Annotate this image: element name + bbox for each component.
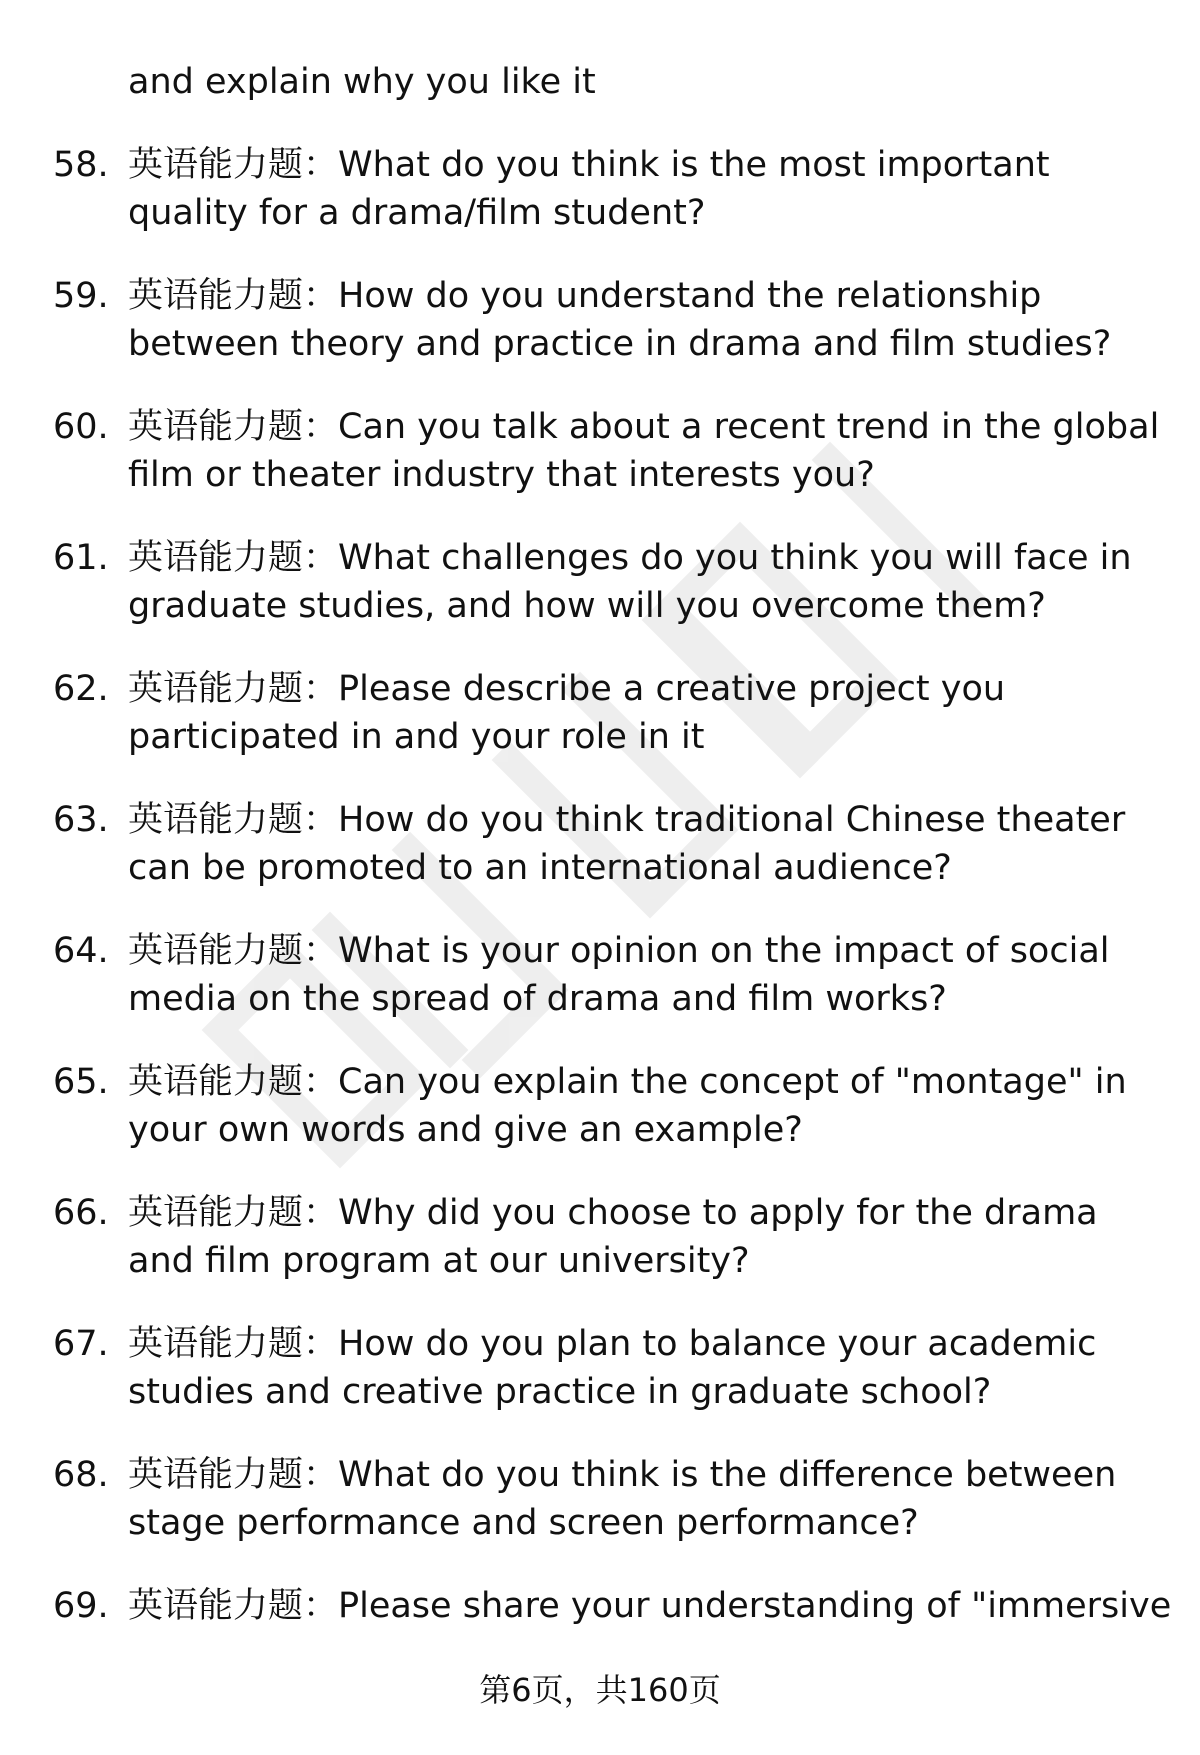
- question-text-line: 英语能力题：Can you talk about a recent trend in the global: [128, 407, 1160, 447]
- question-text-line: 英语能力题：What is your opinion on the impact of social: [128, 931, 1110, 971]
- question-item: [53, 1058, 1153, 1154]
- question-item: [53, 927, 1153, 1023]
- question-text-line: 英语能力题：What do you think is the most important: [128, 145, 1050, 185]
- question-number: 67.: [53, 1324, 109, 1364]
- question-item: [53, 141, 1153, 237]
- question-item: [53, 1189, 1153, 1285]
- question-item: [53, 272, 1153, 368]
- question-item: [53, 1451, 1153, 1547]
- question-number: 60.: [53, 407, 109, 447]
- question-text-line: 英语能力题：Can you explain the concept of "montage" in: [128, 1062, 1127, 1102]
- question-text-line: studies and creative practice in graduate school?: [128, 1372, 992, 1412]
- question-body: [128, 665, 1153, 761]
- question-body: [128, 403, 1159, 499]
- question-number: 69.: [53, 1586, 109, 1626]
- question-number: 63.: [53, 800, 109, 840]
- question-body: [128, 1058, 1153, 1154]
- question-text-line: 英语能力题：Please share your understanding of "immersive: [128, 1586, 1172, 1626]
- page-footer: 第6页，共160页: [479, 1671, 721, 1709]
- question-body: [128, 1451, 1153, 1547]
- question-text-line: graduate studies, and how will you overcome them?: [128, 586, 1046, 626]
- question-text-line: 英语能力题：Please describe a creative project you: [128, 669, 1006, 709]
- question-item: [53, 403, 1160, 499]
- question-text-line: 英语能力题：How do you understand the relationship: [128, 276, 1042, 316]
- question-item: [53, 665, 1153, 761]
- question-text-line: between theory and practice in drama and film studies?: [128, 324, 1112, 364]
- question-body: [128, 272, 1153, 368]
- question-body: [128, 927, 1153, 1023]
- question-text-line: participated in and your role in it: [128, 717, 705, 757]
- question-item: [53, 1320, 1153, 1416]
- question-text-line: media on the spread of drama and film works?: [128, 979, 947, 1019]
- question-item: [53, 796, 1153, 892]
- question-number: 62.: [53, 669, 109, 709]
- question-text-line: film or theater industry that interests you?: [128, 455, 875, 495]
- question-body: [128, 141, 1153, 237]
- questions-container: [53, 141, 1172, 1630]
- question-number: 59.: [53, 276, 109, 316]
- question-item: [53, 534, 1153, 630]
- question-body: [128, 534, 1153, 630]
- question-text-line: 英语能力题：Why did you choose to apply for the drama: [128, 1193, 1098, 1233]
- question-body: [128, 1320, 1153, 1416]
- question-text-line: 英语能力题：What challenges do you think you will face in: [128, 538, 1132, 578]
- question-text-line: can be promoted to an international audience?: [128, 848, 952, 888]
- question-body: [128, 1582, 1171, 1630]
- question-number: 65.: [53, 1062, 109, 1102]
- question-body: [128, 796, 1153, 892]
- question-item: [53, 1582, 1172, 1630]
- question-number: 64.: [53, 931, 109, 971]
- question-text-line: stage performance and screen performance?: [128, 1503, 919, 1543]
- question-number: 66.: [53, 1193, 109, 1233]
- question-list: [53, 58, 1172, 1665]
- question-number: 58.: [53, 145, 109, 185]
- question-body: [128, 1189, 1153, 1285]
- question-number: 68.: [53, 1455, 109, 1495]
- question-text-line: your own words and give an example?: [128, 1110, 803, 1150]
- question-text-line: quality for a drama/film student?: [128, 193, 706, 233]
- continued-question-text: and explain why you like it: [128, 62, 596, 102]
- question-text-line: 英语能力题：What do you think is the difference between: [128, 1455, 1117, 1495]
- question-text-line: 英语能力题：How do you think traditional Chinese theater: [128, 800, 1126, 840]
- question-text-line: and film program at our university?: [128, 1241, 750, 1281]
- question-number: 61.: [53, 538, 109, 578]
- question-text-line: 英语能力题：How do you plan to balance your academic: [128, 1324, 1097, 1364]
